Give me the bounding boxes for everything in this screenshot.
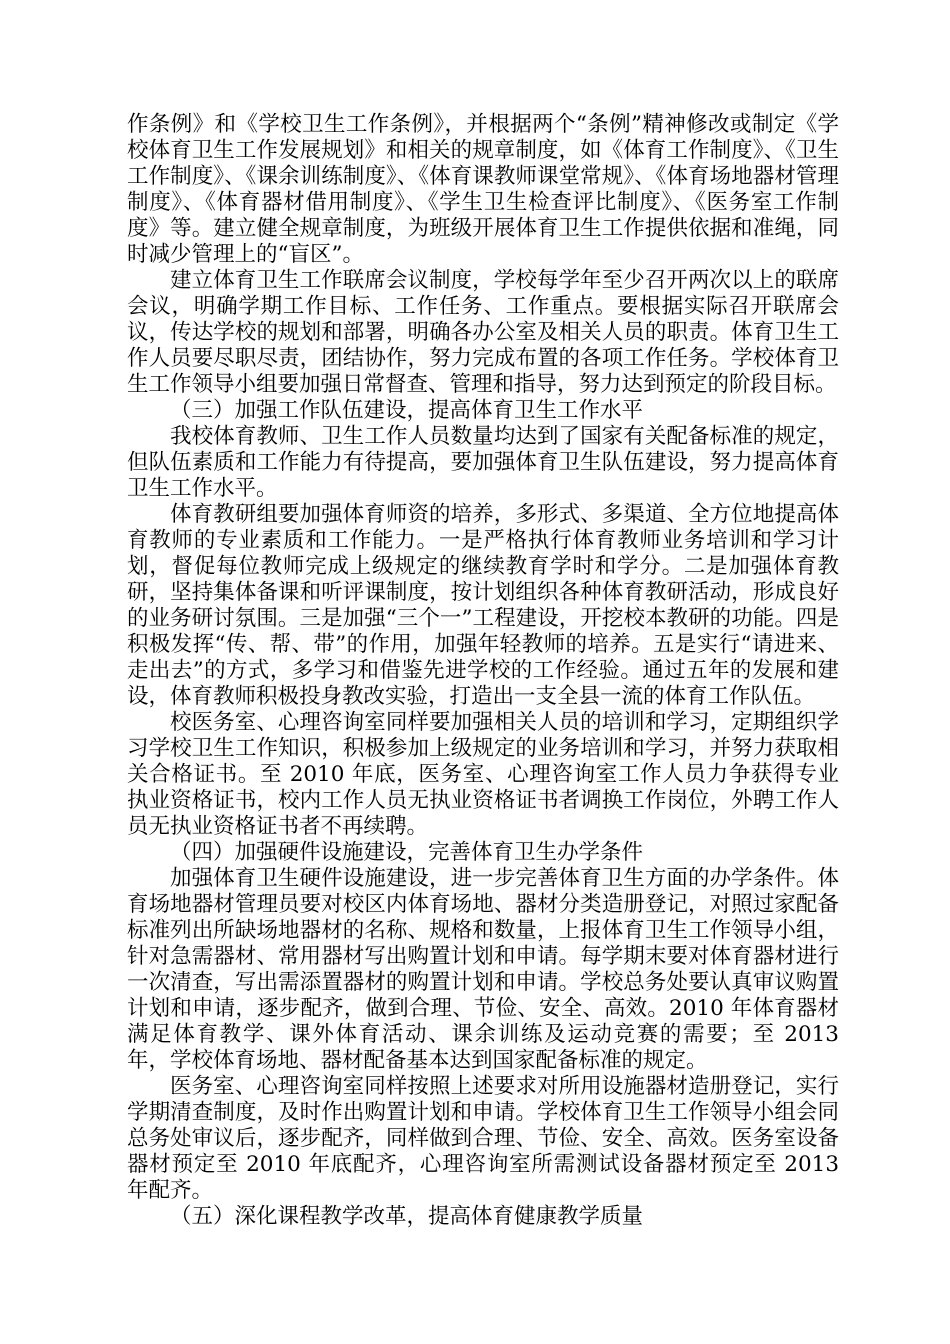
paragraph-medical-equipment: 医务室、心理咨询室同样按照上述要求对所用设施器材造册登记，实行学期清查制度，及时作出购置计划和申请。学校体育卫生工作领导小组会同总务处审议后，逐步配齐，同样做到合理、节俭、安全、高效。医务室设备器材预定至 2010 年底配齐，心理咨询室所需测试设备器材预定至 2013 年配齐。 <box>127 1074 839 1203</box>
paragraph-staff-numbers: 我校体育教师、卫生工作人员数量均达到了国家有关配备标准的规定，但队伍素质和工作能力有待提高，要加强体育卫生队伍建设，努力提高体育卫生工作水平。 <box>127 424 839 501</box>
paragraph-medical-staff: 校医务室、心理咨询室同样要加强相关人员的培训和学习，定期组织学习学校卫生工作知识，积极参加上级规定的业务培训和学习，并努力获取相关合格证书。至 2010 年底，医务室、心理咨询室工作人员力争获得专业执业资格证书，校内工作人员无执业资格证书者调换工作岗位，外聘工作人员无执业资格证书者不再续聘。 <box>127 710 839 839</box>
section-heading-5: （五）深化课程教学改革，提高体育健康教学质量 <box>170 1204 644 1229</box>
paragraph-rules-list: 作条例》和《学校卫生工作条例》，并根据两个“条例”精神修改或制定《学校体育卫生工作发展规划》和相关的规章制度，如《体育工作制度》、《卫生工作制度》、《课余训练制度》、《体育课教师课堂常规》、《体育场地器材管理制度》、《体育器材借用制度》、《学生卫生检查评比制度》、《医务室工作制度》等。建立健全规章制度，为班级开展体育卫生工作提供依据和准绳，同时减少管理上的“盲区”。 <box>127 112 839 267</box>
section-heading-4: （四）加强硬件设施建设，完善体育卫生办学条件 <box>170 840 644 865</box>
paragraph-hardware: 加强体育卫生硬件设施建设，进一步完善体育卫生方面的办学条件。体育场地器材管理员要对校区内体育场地、器材分类造册登记，对照过家配备标准列出所缺场地器材的名称、规格和数量，上报体育卫生工作领导小组，针对急需器材、常用器材写出购置计划和申请。每学期末要对体育器材进行一次清查，写出需添置器材的购置计划和申请。学校总务处要认真审议购置计划和申请，逐步配齐，做到合理、节俭、安全、高效。2010 年体育器材满足体育教学、课外体育活动、课余训练及运动竞赛的需要；至 2013 年，学校体育场地、器材配备基本达到国家配备标准的规定。 <box>127 866 839 1073</box>
document-body <box>127 112 839 1230</box>
section-heading-3: （三）加强工作队伍建设，提高体育卫生工作水平 <box>170 398 644 423</box>
paragraph-joint-meeting: 建立体育卫生工作联席会议制度，学校每学年至少召开两次以上的联席会议，明确学期工作目标、工作任务、工作重点。要根据实际召开联席会议，传达学校的规划和部署，明确各办公室及相关人员的职责。体育卫生工作人员要尽职尽责，团结协作，努力完成布置的各项工作任务。学校体育卫生工作领导小组要加强日常督查、管理和指导，努力达到预定的阶段目标。 <box>127 268 839 397</box>
paragraph-teacher-training: 体育教研组要加强体育师资的培养，多形式、多渠道、全方位地提高体育教师的专业素质和工作能力。一是严格执行体育教师业务培训和学习计划，督促每位教师完成上级规定的继续教育学时和学分。二是加强体育教研，坚持集体备课和听评课制度，按计划组织各种体育教研活动，形成良好的业务研讨氛围。三是加强“三个一”工程建设，开挖校本教研的功能。四是积极发挥“传、帮、带”的作用，加强年轻教师的培养。五是实行“请进来、走出去”的方式，多学习和借鉴先进学校的工作经验。通过五年的发展和建设，体育教师积极投身教改实验，打造出一支全县一流的体育工作队伍。 <box>127 502 839 709</box>
